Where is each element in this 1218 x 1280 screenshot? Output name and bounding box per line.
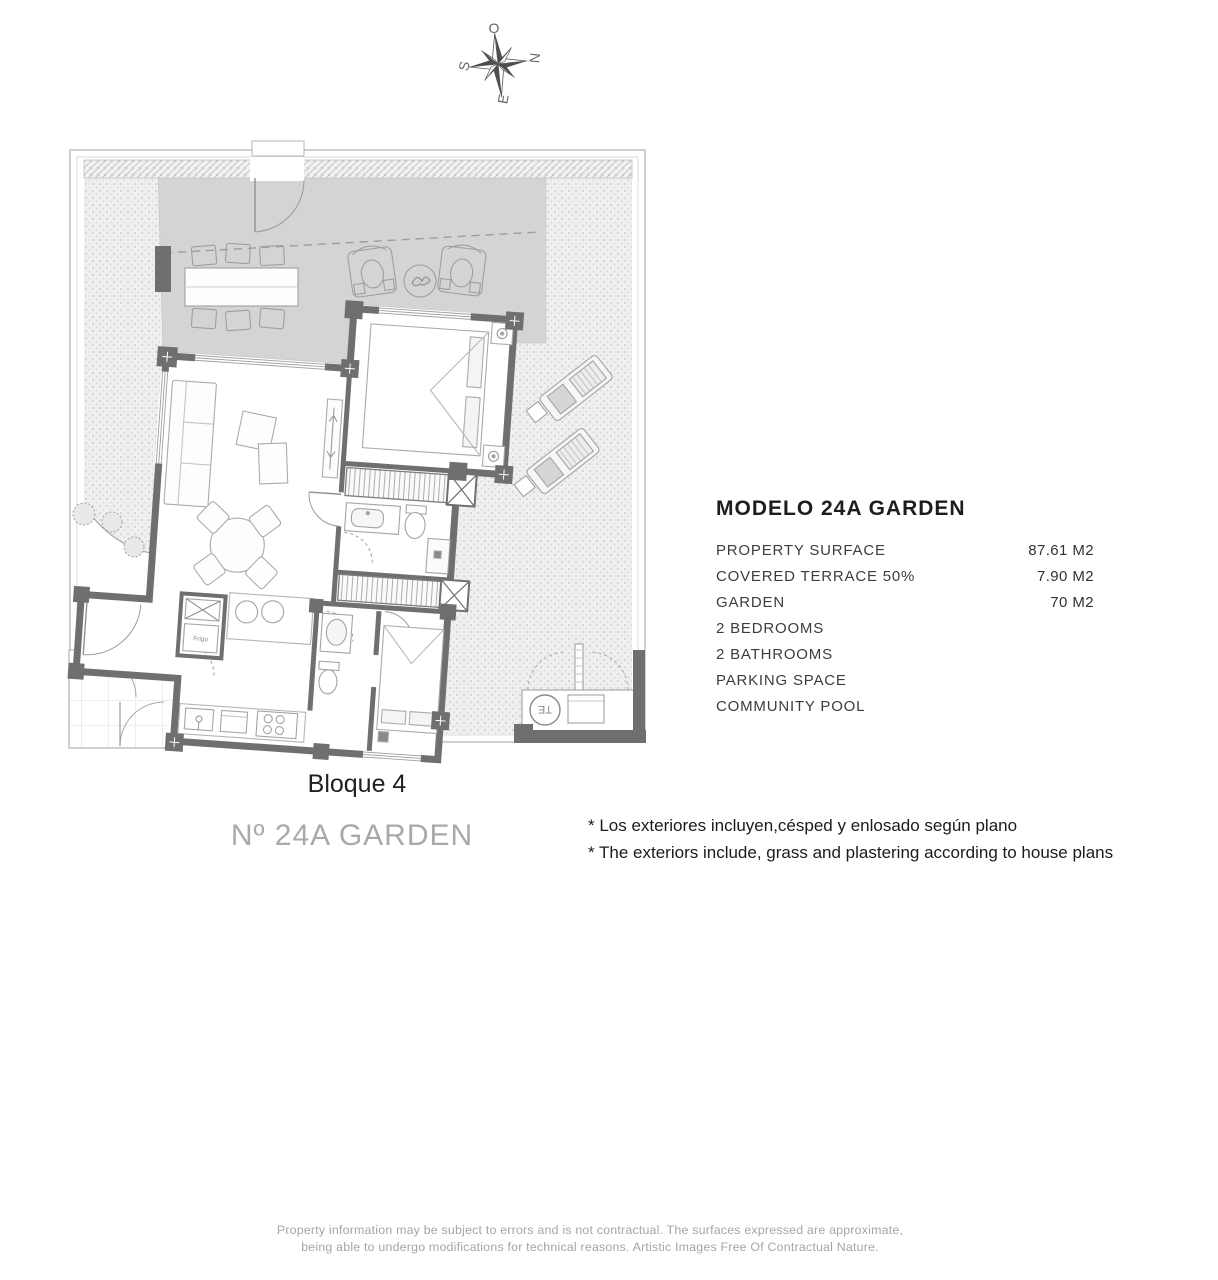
info-row [716,538,1094,564]
stove [256,711,298,739]
toilet-tank [319,661,340,670]
bush-icon [73,503,95,525]
unit-number-label: Nº 24A GARDEN [230,819,474,852]
note-line-es: * Los exteriores incluyen,césped y enlosado según plano [588,816,1018,835]
compass-letter-s: S [455,59,473,73]
info-row [716,668,1094,694]
disclaimer-line1: Property information may be subject to errors and is not contractual. The surfaces expressed are approximate, [276,1223,904,1237]
wall-pier [155,246,171,292]
disclaimer-footer [254,1222,926,1256]
wall-pier [514,724,533,743]
info-row [716,564,1094,590]
unit-info-panel [716,497,1094,720]
compass-letter-n: N [526,52,544,64]
info-title: MODELO 24A GARDEN [716,497,966,520]
washing-machine-icon [568,695,604,723]
coffee-table [258,443,287,484]
pillow [409,712,434,727]
compass-letter-o: O [488,20,500,36]
basin [351,508,384,528]
bush-icon [102,512,122,532]
info-row-label: PARKING SPACE [716,672,847,689]
wall [633,650,645,743]
info-row [716,590,1094,616]
block-label: Bloque 4 [307,770,407,798]
note-line-en: * The exteriors include, grass and plastering according to house plans [588,843,1114,862]
info-row-value: 70 M2 [1050,594,1094,611]
info-row-value: 87.61 M2 [1028,542,1094,559]
bush-icon [124,537,144,557]
fridge-label: Frigo [192,635,209,644]
info-row [716,694,1094,720]
compass-rose [466,30,530,100]
exterior-notes [588,812,1168,866]
pillow [381,710,406,725]
compass-icon [437,10,563,128]
compass-letter-e: E [494,93,512,105]
info-row-value: 7.90 M2 [1037,568,1094,585]
gate-recess [252,141,304,156]
info-row-label: 2 BEDROOMS [716,620,825,637]
floor-plan [55,135,667,767]
wall [518,730,646,743]
dishwasher [220,710,247,733]
sink [184,708,213,731]
info-row [716,616,1094,642]
info-row-label: GARDEN [716,594,785,611]
info-row-label: COMMUNITY POOL [716,698,866,715]
info-row-label: 2 BATHROOMS [716,646,833,663]
disclaimer-line2: being able to undergo modifications for technical reasons. Artistic Images Free Of Contractual Nature. [301,1240,879,1254]
floor-mark [378,731,389,742]
info-row-label: PROPERTY SURFACE [716,542,886,559]
info-row [716,642,1094,668]
info-row-label: COVERED TERRACE 50% [716,568,916,585]
pillow [463,397,480,448]
shower-drain [434,551,441,558]
laundry-circle-label: TE [537,703,553,715]
sofa [164,380,217,507]
